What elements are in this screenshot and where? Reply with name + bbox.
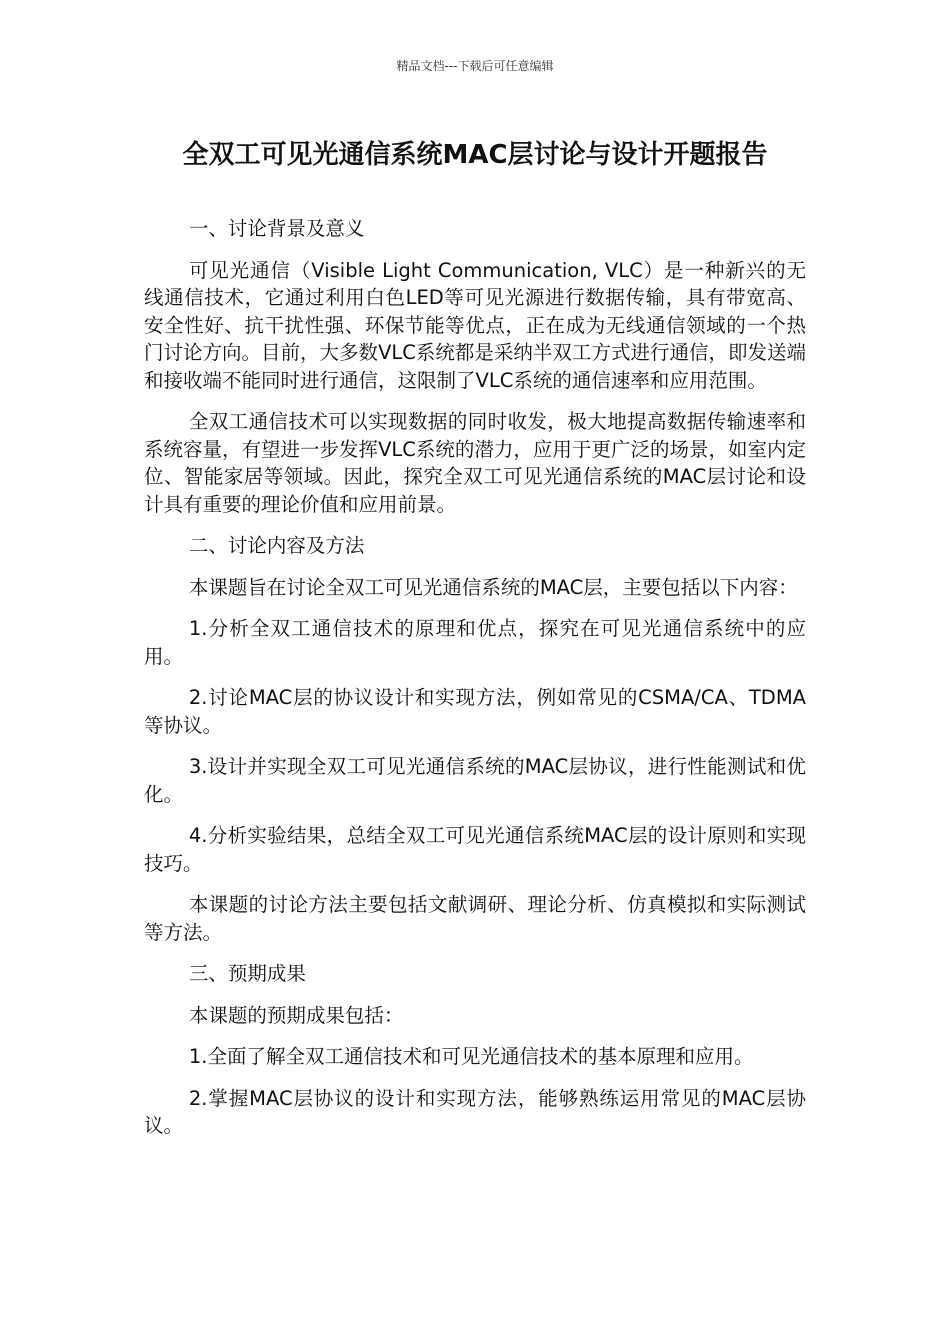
paragraph-content-intro: 本课题旨在讨论全双工可见光通信系统的MAC层，主要包括以下内容：: [188, 575, 798, 599]
section-heading-background: 一、讨论背景及意义: [188, 217, 365, 240]
section-heading-content: 二、讨论内容及方法: [188, 534, 365, 557]
list-item-content-2: 2.讨论MAC层的协议设计和实现方法，例如常见的CSMA/CA、TDMA等协议。: [144, 686, 806, 737]
paragraph-background-2: 全双工通信技术可以实现数据的同时收发，极大地提高数据传输速率和系统容量，有望进一步发挥VLC系统的潜力，应用于更广泛的场景，如室内定位、智能家居等领域。因此，探究全双工可见光通信系统的MAC层讨论和设计具有重要的理论价值和应用前景。: [144, 410, 806, 516]
list-item-content-3: 3.设计并实现全双工可见光通信系统的MAC层协议，进行性能测试和优化。: [144, 755, 806, 806]
document-title: 全双工可见光通信系统MAC层讨论与设计开题报告: [182, 140, 768, 170]
paragraph-outcomes-intro: 本课题的预期成果包括：: [188, 1003, 404, 1027]
list-item-content-4: 4.分析实验结果，总结全双工可见光通信系统MAC层的设计原则和实现技巧。: [144, 824, 806, 875]
paragraph-background-1: 可见光通信（Visible Light Communication, VLC）是一种新兴的无线通信技术，它通过利用白色LED等可见光源进行数据传输，具有带宽高、安全性好、抗干扰性强、环保节能等优点，正在成为无线通信领域的一个热门讨论方向。目前，大多数VLC系统都是采纳半双工方式进行通信，即发送端和接收端不能同时进行通信，这限制了VLC系统的通信速率和应用范围。: [144, 258, 806, 392]
document-body: [144, 215, 806, 1154]
list-item-outcome-1: 1.全面了解全双工通信技术和可见光通信技术的基本原理和应用。: [188, 1045, 754, 1068]
list-item-content-1: 1.分析全双工通信技术的原理和优点，探究在可见光通信系统中的应用。: [144, 617, 806, 668]
header-note: 精品文档---下载后可任意编辑: [396, 59, 554, 73]
paragraph-methods: 本课题的讨论方法主要包括文献调研、理论分析、仿真模拟和实际测试等方法。: [144, 893, 806, 944]
section-heading-outcomes: 三、预期成果: [188, 962, 306, 985]
list-item-outcome-2: 2.掌握MAC层协议的设计和实现方法，能够熟练运用常见的MAC层协议。: [144, 1086, 806, 1137]
